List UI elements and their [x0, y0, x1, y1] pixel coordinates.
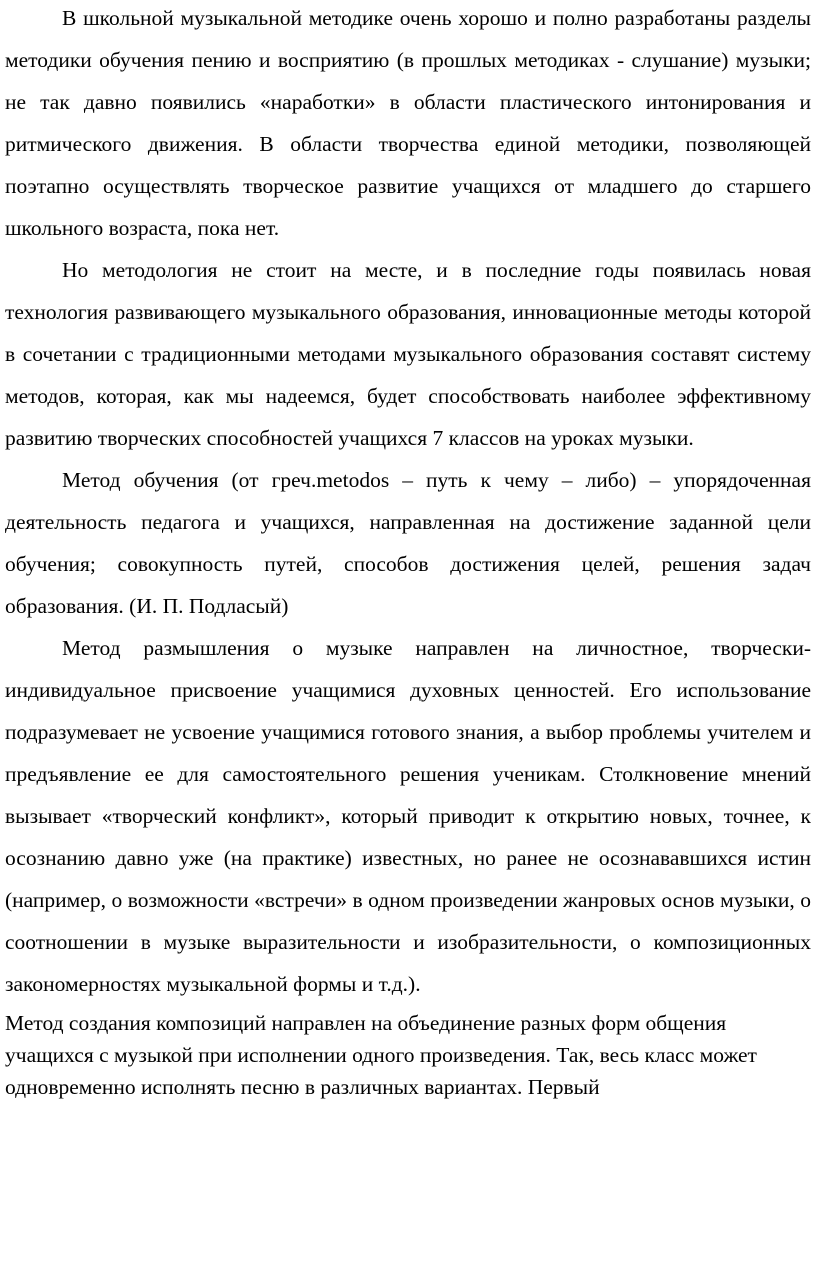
- paragraph-reflection-method: Метод размышления о музыке направлен на личностное, творчески-индивидуальное присвоение учащимися духовных ценностей. Его использование подразумевает не усвоение учащимися готового знания, а выбор проблемы учителем и предъявление ее для самостоятельного решения ученикам. Столкновение мнений вызывает «творческий конфликт», который приводит к открытию новых, точнее, к осознанию давно уже (на практике) известных, но ранее не осознававшихся истин (например, о возможности «встречи» в одном произведении жанровых основ музыки, о соотношении в музыке выразительности и изобразительности, о композиционных закономерностях музыкальной формы и т.д.).: [5, 636, 811, 996]
- paragraph-music-methodology: В школьной музыкальной методике очень хорошо и полно разработаны разделы методики обучения пению и восприятию (в прошлых методиках - слушание) музыки; не так давно появились «наработки» в области пластического интонирования и ритмического движения. В области творчества единой методики, позволяющей поэтапно осуществлять творческое развитие учащихся от младшего до старшего школьного возраста, пока нет.: [5, 6, 811, 240]
- paragraph-teaching-method-definition: Метод обучения (от греч.metodos – путь к чему – либо) – упорядоченная деятельность педагога и учащихся, направленная на достижение заданной цели обучения; совокупность путей, способов достижения целей, решения задач образования. (И. П. Подласый): [5, 468, 811, 618]
- paragraph-new-technology: Но методология не стоит на месте, и в последние годы появилась новая технология развивающего музыкального образования, инновационные методы которой в сочетании с традиционными методами музыкального образования составят систему методов, которая, как мы надеемся, будет способствовать наиболее эффективному развитию творческих способностей учащихся 7 классов на уроках музыки.: [5, 258, 811, 450]
- paragraph-composition-method: Метод создания композиций направлен на объединение разных форм общения учащихся с музыкой при исполнении одного произведения. Так, весь класс может одновременно исполнять песню в различных вариантах. Первый: [5, 1011, 757, 1099]
- document-page: [5, 0, 811, 1103]
